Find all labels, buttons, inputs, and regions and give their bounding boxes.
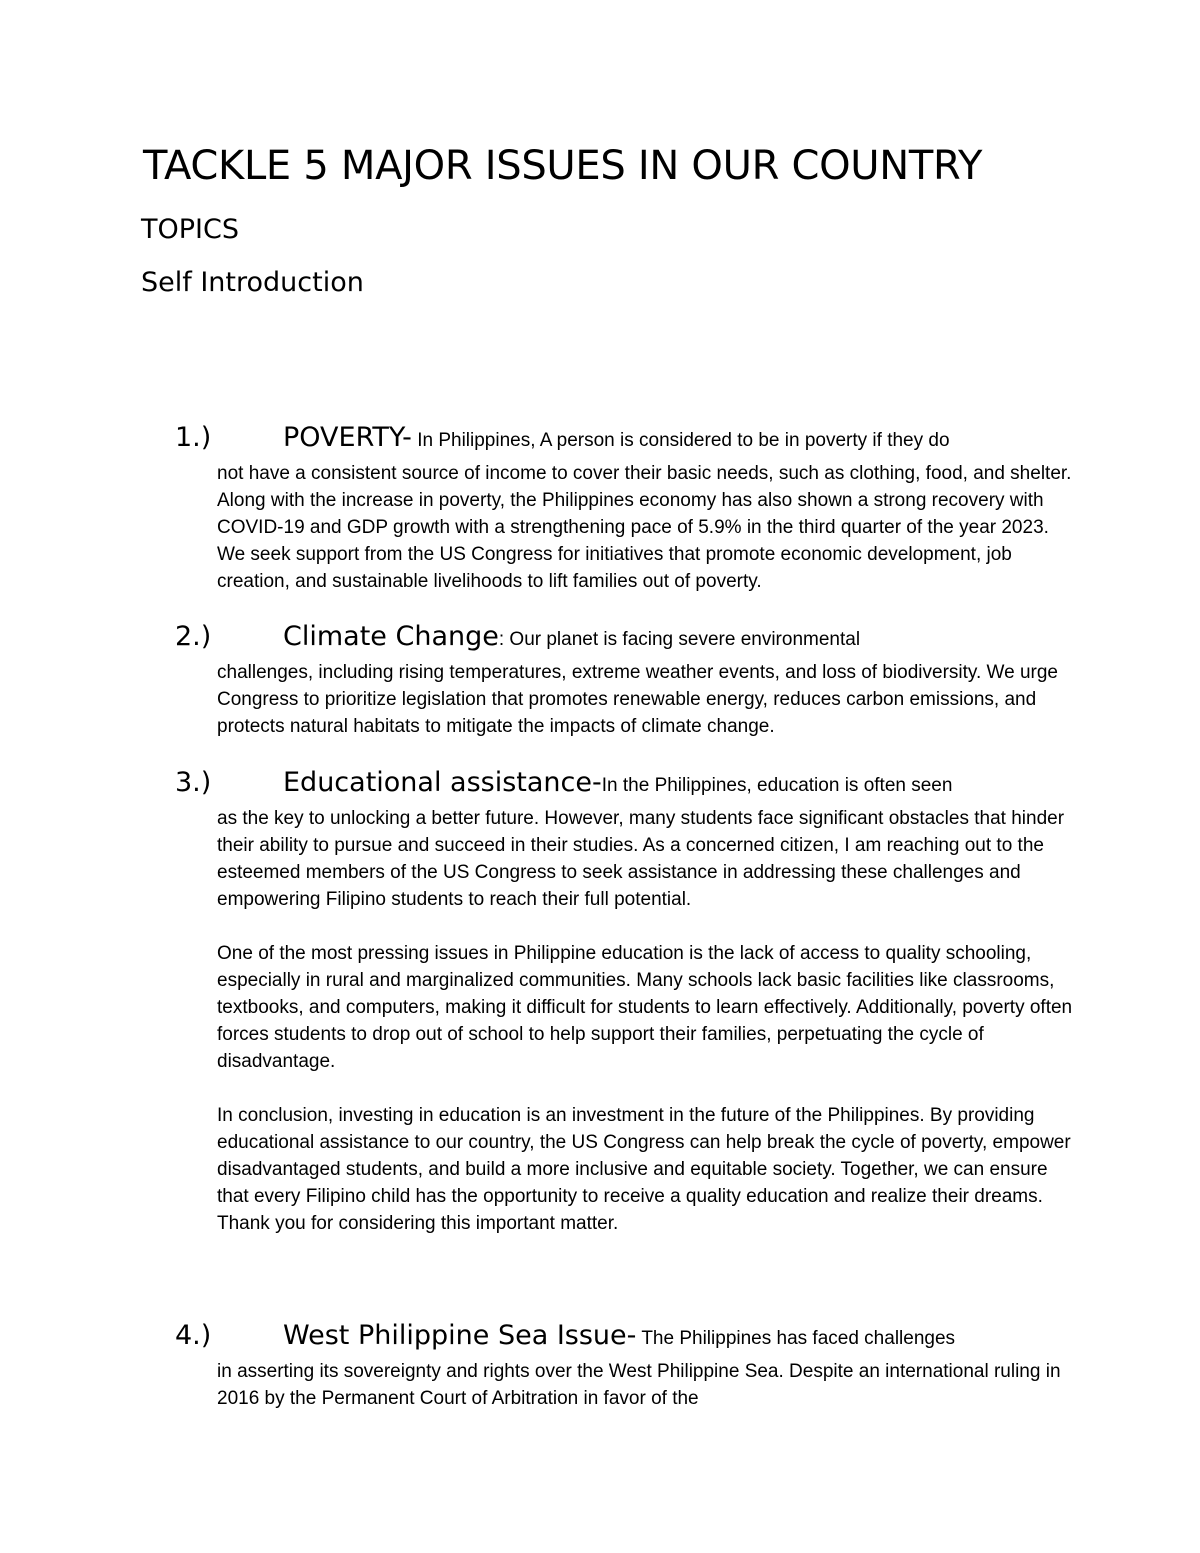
issue-header [175, 765, 1075, 805]
issue-number: 2.) [175, 621, 212, 652]
issue-first-line: The Philippines has faced challenges [636, 1328, 956, 1349]
issue-item-poverty [175, 420, 1075, 595]
paragraph-spacer [175, 913, 1075, 940]
issue-item-west-philippine-sea [175, 1318, 1075, 1412]
issue-header [175, 619, 1075, 659]
issue-item-climate-change [175, 619, 1075, 740]
issue-paragraph: in asserting its sovereignty and rights over the West Philippine Sea. Despite an international ruling in 2016 by the Permanent Court of Arbitration in favor of the [217, 1361, 1061, 1409]
paragraph-spacer [175, 1075, 1075, 1102]
issue-paragraph: as the key to unlocking a better future. However, many students face significant obstacles that hinder their ability to pursue and succeed in their studies. As a concerned citizen, I am reaching out to the esteemed members of the US Congress to seek assistance in addressing these challenges and empowering Filipino students to reach their full potential. [217, 808, 1065, 910]
topics-label: TOPICS [141, 214, 239, 245]
issue-heading: POVERTY- [283, 422, 412, 453]
issue-item-educational-assistance [175, 765, 1075, 1237]
self-introduction-heading: Self Introduction [141, 267, 364, 298]
issue-heading: Educational assistance- [283, 767, 602, 798]
issue-heading: Climate Change [283, 621, 499, 652]
issue-number: 1.) [175, 422, 212, 453]
document-title: TACKLE 5 MAJOR ISSUES IN OUR COUNTRY [143, 143, 983, 189]
issue-first-line: In the Philippines, education is often seen [601, 775, 953, 796]
issue-header [175, 420, 1075, 460]
issue-header [175, 1318, 1075, 1358]
issue-paragraph: challenges, including rising temperatures, extreme weather events, and loss of biodiversity. We urge Congress to prioritize legislation that promotes renewable energy, reduces carbon emissions, and protects natural habitats to mitigate the impacts of climate change. [217, 662, 1059, 737]
issue-first-line: In Philippines, A person is considered to be in poverty if they do [411, 430, 950, 451]
issue-paragraph: One of the most pressing issues in Philippine education is the lack of access to quality schooling, especially in rural and marginalized communities. Many schools lack basic facilities like classrooms, textbooks, and computers, making it difficult for students to learn effectively. Additionally, poverty often forces students to drop out of school to help support their families, perpetuating the cycle of disadvantage. [217, 943, 1073, 1072]
issue-heading: West Philippine Sea Issue- [283, 1320, 637, 1351]
issue-paragraph: We seek support from the US Congress for initiatives that promote economic development, job creation, and sustainable livelihoods to lift families out of poverty. [217, 544, 1012, 592]
issue-number: 3.) [175, 767, 212, 798]
issue-first-line: : Our planet is facing severe environmental [498, 629, 861, 650]
issue-paragraph: In conclusion, investing in education is an investment in the future of the Philippines. By providing educational assistance to our country, the US Congress can help break the cycle of poverty, empower disadvantaged students, and build a more inclusive and equitable society. Together, we can ensure that every Filipino child has the opportunity to receive a quality education and realize their dreams. Thank you for considering this important matter. [217, 1105, 1071, 1234]
issue-paragraph: not have a consistent source of income to cover their basic needs, such as clothing, food, and shelter. Along with the increase in poverty, the Philippines economy has also shown a strong recovery with COVID-19 and GDP growth with a strengthening pace of 5.9% in the third quarter of the year 2023. [217, 463, 1072, 538]
issue-number: 4.) [175, 1320, 212, 1351]
